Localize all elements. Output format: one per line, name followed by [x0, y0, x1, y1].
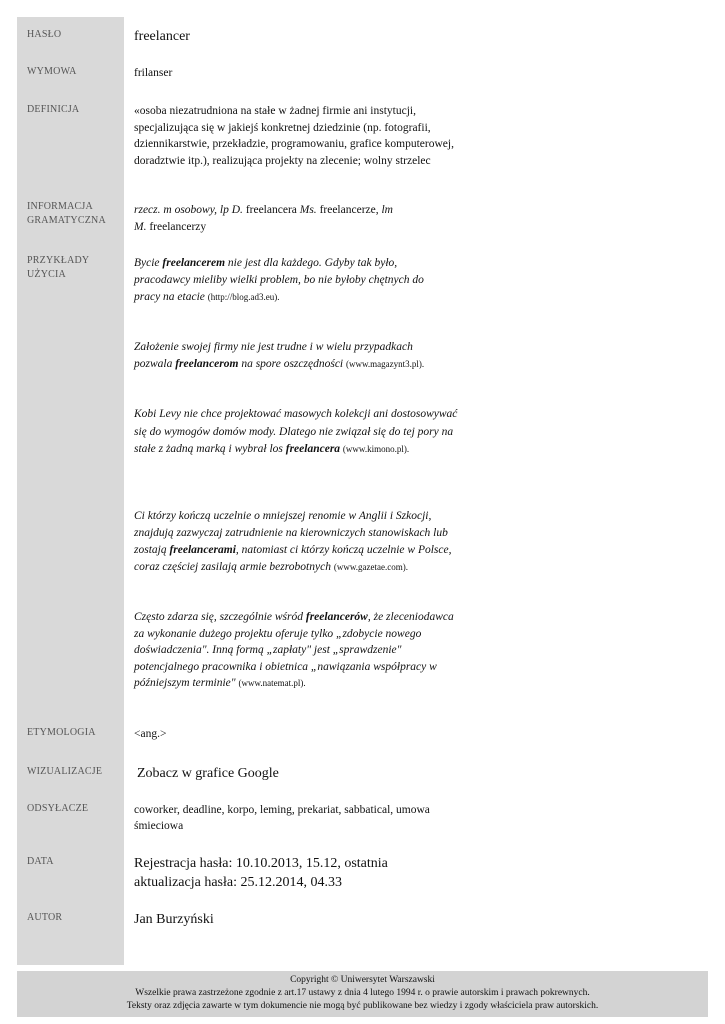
- example-end: .: [421, 359, 425, 369]
- example-headword: freelancerami: [169, 544, 236, 556]
- label-informacja-line1: INFORMACJA: [27, 201, 93, 212]
- label-odsylacze: ODSYŁACZE: [27, 803, 89, 814]
- label-definicja: DEFINICJA: [27, 104, 80, 115]
- label-autor: AUTOR: [27, 912, 63, 923]
- example-text: nie jest dla każdego. Gdyby tak było, pracodawcy mieliby wielki problem, bo nie byłoby chętnych do pracy na etacie: [134, 257, 424, 303]
- example-source: (www.magazynt3.pl): [346, 359, 422, 369]
- footer-line-1: Copyright © Uniwersytet Warszawski: [290, 975, 435, 985]
- example-text: , natomiast ci którzy kończą uczelnie w Polsce, coraz częściej zasilają armie bezrobotnych: [134, 544, 452, 573]
- definition: «osoba niezatrudniona na stałe w żadnej firmie ani instytucji, specjalizująca się w jakiejś konkretnej dziedzinie (np. fotografii, dziennikarstwie, przekładzie, programowaniu, grafice komputerowej, doradztwie itp.), realizująca projekty na zlecenie; wolny strzelec: [134, 105, 454, 167]
- grammar-part-5: lm: [381, 204, 393, 216]
- example-headword: freelancera: [285, 443, 341, 455]
- label-etymologia: ETYMOLOGIA: [27, 727, 96, 738]
- example-text: Bycie: [134, 257, 163, 269]
- example-end: .: [406, 444, 410, 454]
- label-przyklady-line2: UŻYCIA: [27, 269, 66, 280]
- example-text: Często zdarza się, szczególnie wśród: [134, 611, 306, 623]
- label-informacja-gramatyczna: [27, 200, 122, 228]
- label-data: DATA: [27, 856, 54, 867]
- example-headword: freelancerem: [162, 257, 226, 269]
- example-end: .: [405, 562, 408, 572]
- usage-example-3: [134, 406, 459, 459]
- label-wymowa: WYMOWA: [27, 66, 77, 77]
- example-headword: freelancerów: [305, 611, 368, 623]
- grammar-part-1: rzecz. m osobowy, lp D.: [134, 204, 243, 216]
- headword: freelancer: [134, 29, 190, 44]
- label-przyklady-line1: PRZYKŁADY: [27, 255, 90, 266]
- author: Jan Burzyński: [134, 912, 214, 927]
- usage-example-4: [134, 508, 464, 576]
- usage-example-1: [134, 255, 444, 306]
- label-wizualizacje: WIZUALIZACJE: [27, 766, 103, 777]
- label-przyklady-uzycia: [27, 254, 122, 282]
- example-text: Założenie swojej firmy nie jest trudne i w wielu przypadkach pozwala: [134, 341, 413, 370]
- grammar-part-7: freelancerzy: [146, 220, 207, 233]
- usage-example-5: [134, 609, 454, 692]
- footer-line-2: Wszelkie prawa zastrzeżone zgodnie z art.17 ustawy z dnia 4 lutego 1994 r. o prawie autorskim i prawach pokrewnych.: [135, 988, 590, 998]
- footer-line-3: Teksty oraz zdjęcia zawarte w tym dokumencie nie mogą być publikowane bez wiedzy i zgody właściciela praw autorskich.: [126, 1001, 599, 1011]
- example-text: , że zleceniodawca za wykonanie dużego projektu oferuje tylko „zdobycie nowego doświadczenia". Inną formą „zapłaty" jest „sprawdzenie" potencjalnego pracownika i obietnica „nawiązania współpracy w późniejszym terminie": [134, 611, 454, 689]
- grammar-part-3: Ms.: [299, 204, 317, 216]
- grammar-part-4: freelancerze,: [316, 204, 382, 216]
- example-end: .: [277, 292, 280, 302]
- example-source: (www.gazetae.com): [333, 562, 406, 572]
- grammar-part-6: M.: [134, 220, 147, 233]
- pronunciation: frilanser: [134, 67, 173, 79]
- label-column: [17, 17, 124, 965]
- label-informacja-line2: GRAMATYCZNA: [27, 215, 106, 226]
- example-text: Ci którzy kończą uczelnie o mniejszej renomie w Anglii i Szkocji, znajdują zazwyczaj zatrudnienie na kierowniczych stanowiskach lub zostają: [134, 510, 448, 556]
- example-end: .: [303, 678, 306, 688]
- example-text: na spore oszczędności: [238, 358, 344, 370]
- example-source: (www.kimono.pl): [342, 444, 407, 454]
- example-source: (www.natemat.pl): [238, 678, 304, 688]
- label-haslo: HASŁO: [27, 29, 62, 40]
- copyright-footer: [17, 971, 708, 1017]
- google-images-link[interactable]: Zobacz w grafice Google: [137, 766, 279, 781]
- example-headword: freelancerom: [175, 358, 239, 370]
- entry-date: Rejestracja hasła: 10.10.2013, 15.12, ostatnia aktualizacja hasła: 25.12.2014, 04.33: [134, 856, 388, 890]
- etymology: <ang.>: [134, 728, 167, 740]
- grammar-part-2: freelancera: [242, 204, 300, 216]
- cross-references: coworker, deadline, korpo, leming, prekariat, sabbatical, umowa śmieciowa: [134, 804, 430, 832]
- usage-example-2: [134, 339, 444, 373]
- example-source: (http://blog.ad3.eu): [207, 292, 278, 302]
- grammar-info: [134, 202, 424, 235]
- example-text: Kobi Levy nie chce projektować masowych kolekcji ani dostosowywać się do wymogów domów mody. Dlatego nie związał się do tej pory na stałe z żadną marką i wybrał los: [134, 408, 458, 455]
